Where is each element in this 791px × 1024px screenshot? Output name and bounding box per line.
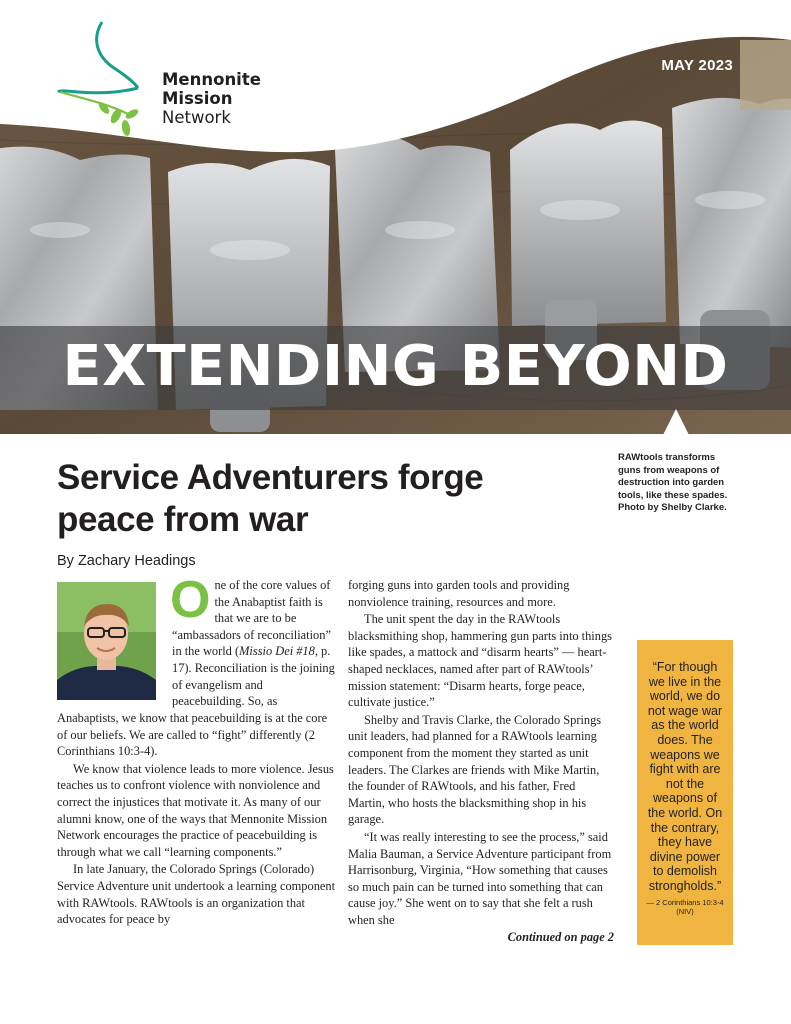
- logo-line-mission: Mission: [162, 89, 233, 108]
- paragraph: “It was really interesting to see the process,” said Malia Bauman, a Service Adventure participant from Harrisonburg, Virginia, “How something that causes so much pain can be turned into something that can cause joy.” She went on to say that she felt a rush when she: [348, 829, 612, 927]
- article-intro: [170, 571, 338, 711]
- photo-caption: RAWtools transforms guns from weapons of destruction into garden tools, like these spades. Photo by Shelby Clarke.: [618, 452, 728, 513]
- author-portrait: [57, 582, 156, 700]
- dove-olive-branch-icon: [52, 18, 162, 136]
- article-column-2: [348, 577, 614, 947]
- mennonite-mission-network-logo[interactable]: [52, 18, 272, 138]
- banner-title: EXTENDING BEYOND: [62, 334, 729, 399]
- paragraph: The unit spent the day in the RAWtools blacksmithing shop, hammering gun parts into things like spades, a mattock and “disarm hearts” — heart-shaped necklaces, named after part of RAWtools’ mission statement: “Disarm hearts, forge peace, cultivate justice.”: [348, 612, 612, 710]
- intro-citation: Missio Dei #18: [239, 644, 315, 659]
- drop-cap: O: [170, 571, 211, 629]
- pull-quote-box: [637, 640, 733, 945]
- paragraph: In late January, the Colorado Springs (Colorado) Service Adventure unit undertook a learning component with RAWtools. RAWtools is an organization that advocates for peace by: [57, 862, 336, 927]
- paragraph: Anabaptists, we know that peacebuilding is at the core of our beliefs. We are called to “fight” differently (2 Corinthians 10:3-4).: [57, 711, 328, 759]
- hero-bottom-edge: [0, 434, 791, 436]
- continued-link[interactable]: Continued on page 2: [507, 930, 614, 945]
- issue-date: MAY 2023: [661, 57, 733, 74]
- paragraph: forging guns into garden tools and providing nonviolence training, resources and more.: [348, 578, 570, 609]
- paragraph: We know that violence leads to more violence. Jesus teaches us to confront violence with nonviolence and correct the injustices that motivate it. As many of our alumni know, one of the ways that Mennonite Mission Network encourages the practice of peacebuilding is through what we call “learning components.”: [57, 761, 334, 859]
- caption-pointer: [662, 409, 690, 436]
- intro-text: ne of the core values of the Anabaptist faith is that we are to be “ambassadors of reconciliation” in the world (: [172, 578, 331, 659]
- article-headline: Service Adventurers forge peace from war: [57, 458, 484, 539]
- article-column-1: [57, 710, 339, 929]
- paragraph: Shelby and Travis Clarke, the Colorado Springs unit leaders, had planned for a RAWtools learning component from the moment they started as unit leaders. The Clarkes are friends with Mike Martin, the founder of RAWtools, and his father, Fred Martin, who hosts the blacksmithing shop in his garage.: [348, 712, 602, 827]
- logo-wordmark: [162, 70, 261, 127]
- intro-text-end: , p. 17). Reconciliation is the joining of evangelism and peacebuilding. So, as: [172, 644, 335, 709]
- logo-line-network: Network: [162, 108, 231, 127]
- logo-line-mennonite: Mennonite: [162, 70, 261, 89]
- pull-quote-text: “For though we live in the world, we do not wage war as the world does. The weapons we fight with are not the weapons of the world. On the contrary, they have divine power to demolish strongholds.”: [647, 660, 723, 893]
- article-byline: By Zachary Headings: [57, 553, 196, 569]
- pull-quote-source: — 2 Corinthians 10:3-4 (NIV): [646, 897, 724, 916]
